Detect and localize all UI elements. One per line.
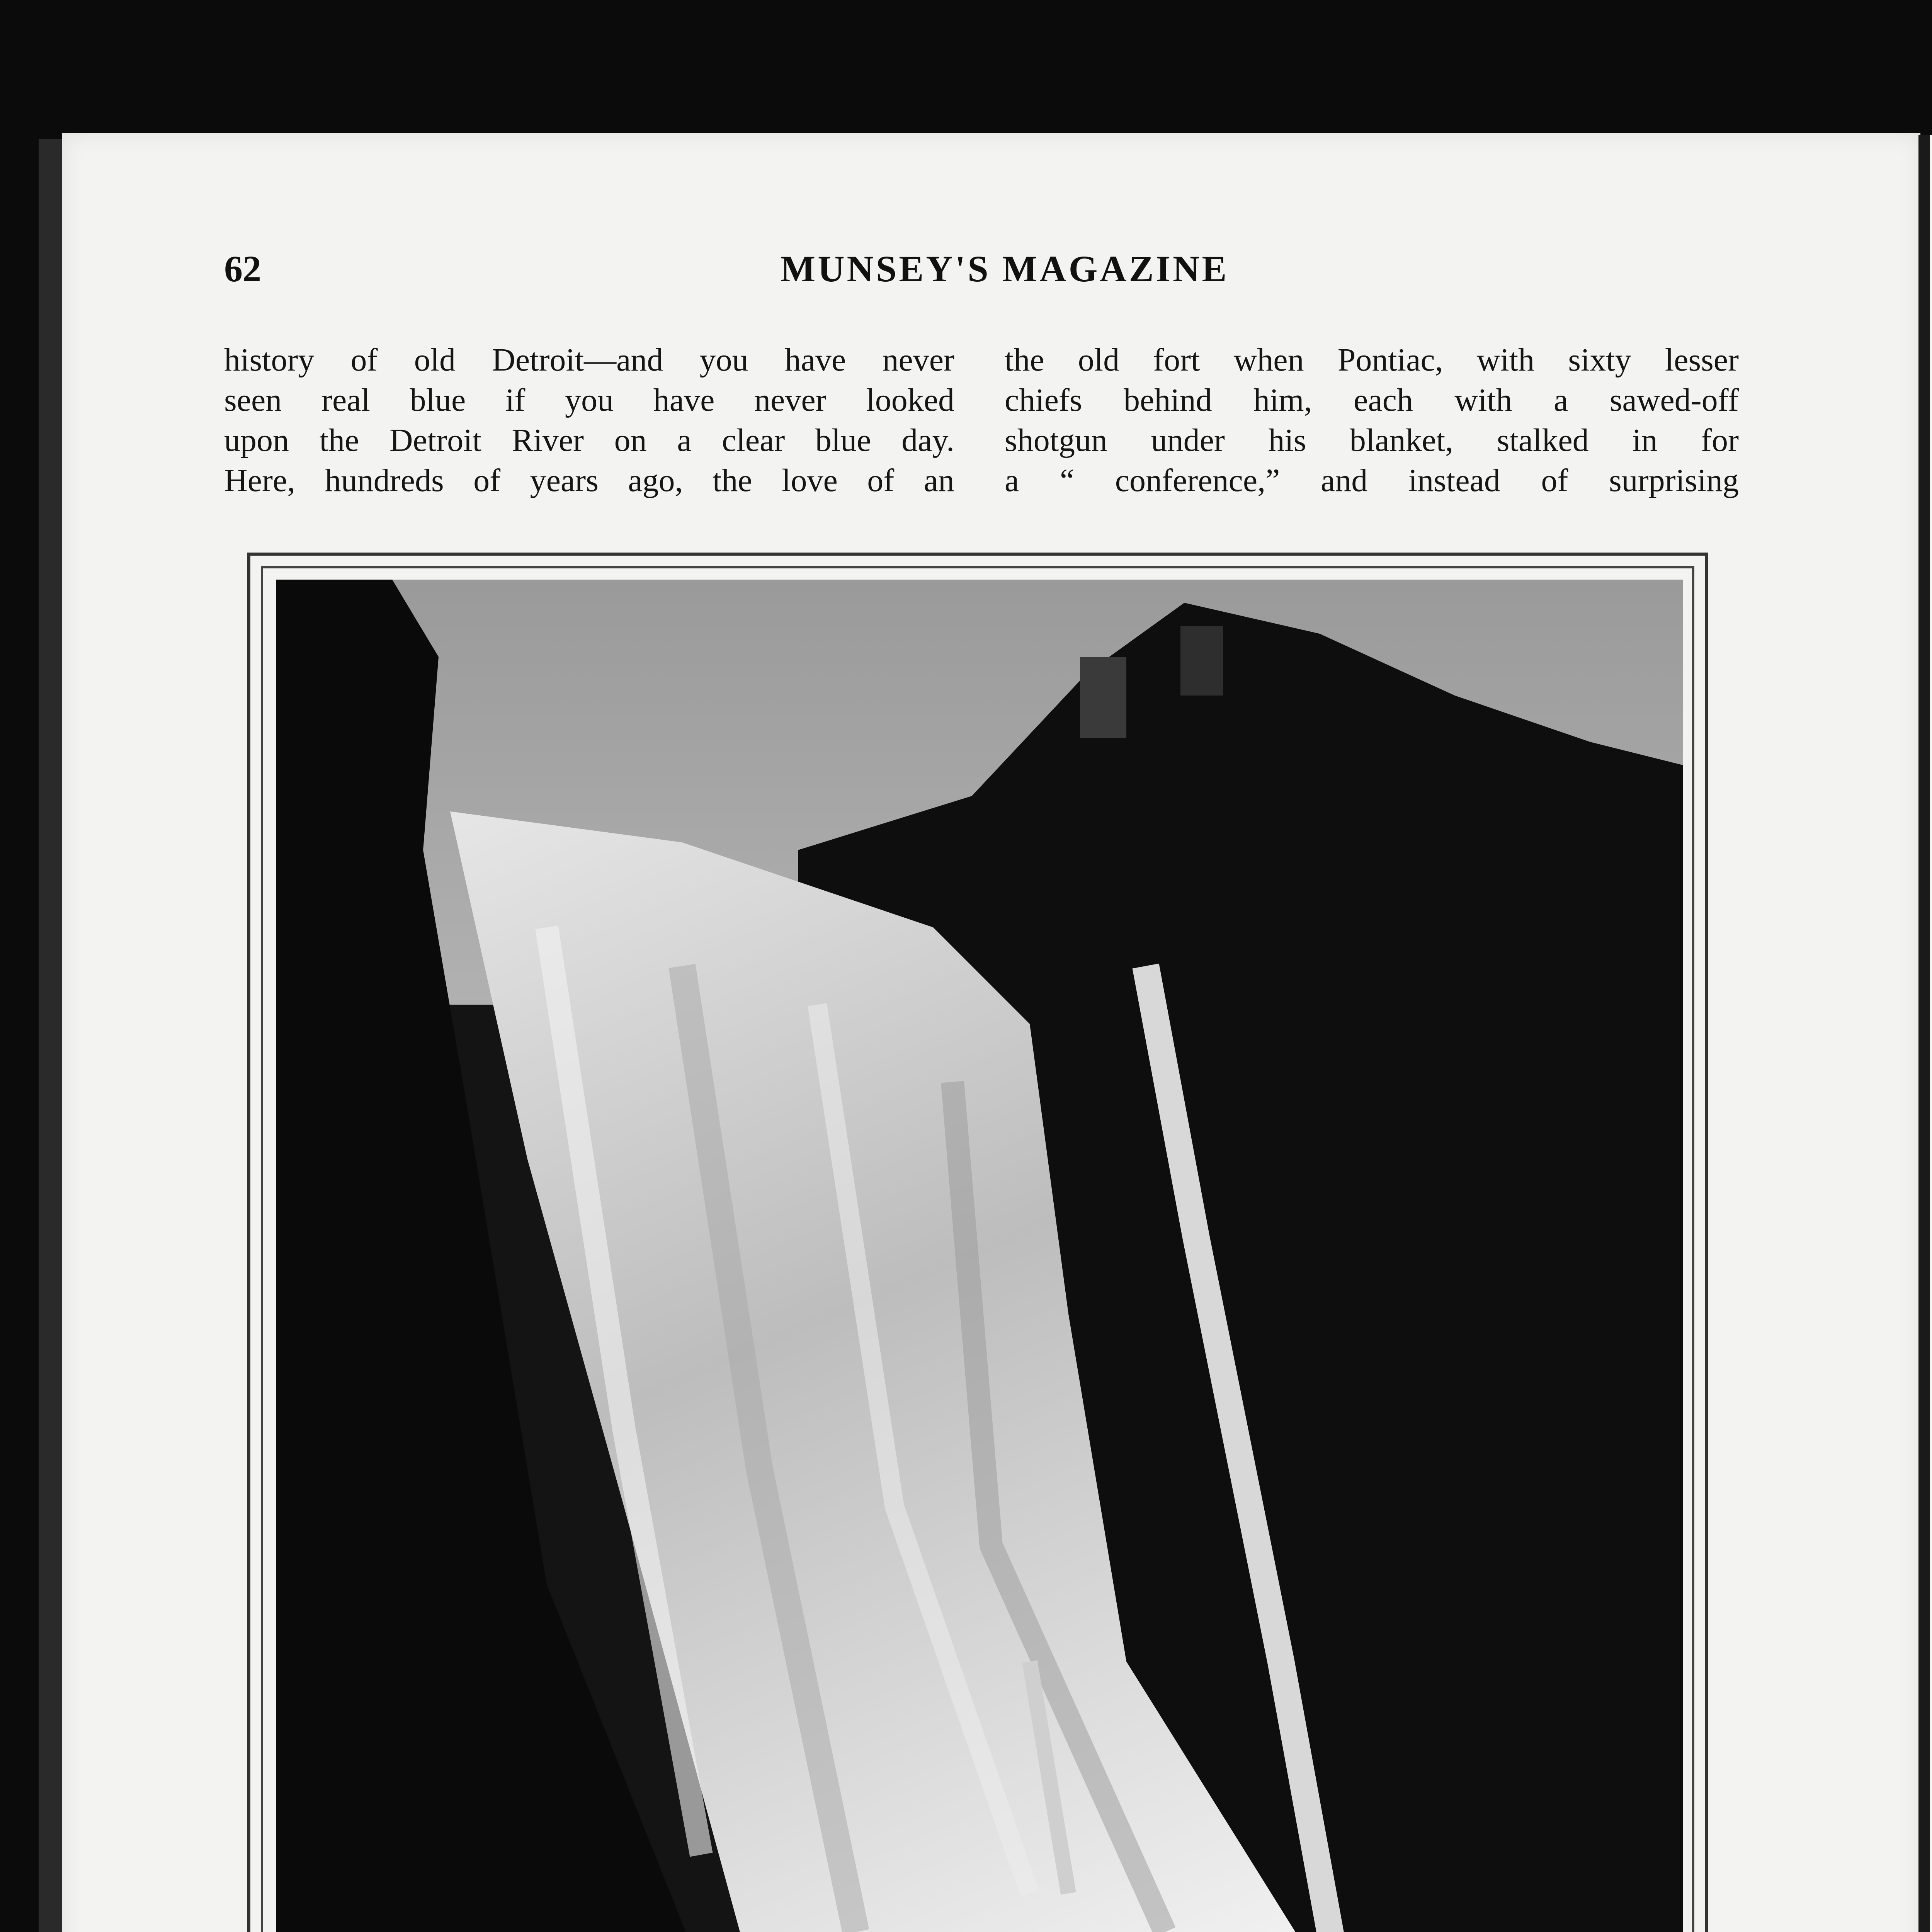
text-line: history of old Detroit—and you have never <box>224 342 954 378</box>
text-line: upon the Detroit River on a clear blue day. <box>224 422 954 458</box>
text-line: Here, hundreds of years ago, the love of an <box>224 463 954 498</box>
running-title: MUNSEY'S MAGAZINE <box>780 248 1229 289</box>
text-line: seen real blue if you have never looked <box>224 382 954 418</box>
next-page-sliver <box>1930 135 1932 1932</box>
top-right-column <box>1005 340 1739 501</box>
page-number: 62 <box>224 248 261 289</box>
top-left-column <box>224 340 954 501</box>
text-line: the old fort when Pontiac, with sixty lesser <box>1005 342 1739 378</box>
waterfall-illustration <box>276 580 1683 1932</box>
text-line: a “ conference,” and instead of surprising <box>1005 463 1739 498</box>
text-line: chiefs behind him, each with a sawed-off <box>1005 382 1739 418</box>
text-line: shotgun under his blanket, stalked in for <box>1005 422 1739 458</box>
waterfall-photograph <box>276 580 1683 1932</box>
